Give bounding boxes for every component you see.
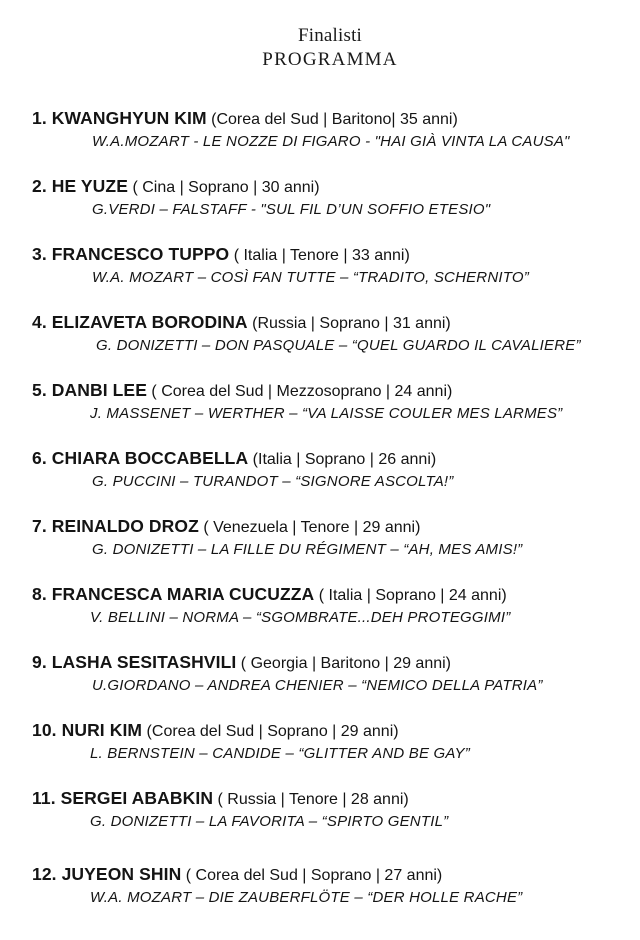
finalist-header	[32, 720, 399, 742]
finalist-piece: U.GIORDANO – ANDREA CHENIER – “NEMICO DELLA PATRIA”	[92, 677, 543, 694]
finalist-name: 8. FRANCESCA MARIA CUCUZZA	[32, 584, 315, 604]
finalist-details: ( Corea del Sud | Soprano | 27 anni)	[181, 867, 443, 884]
finalist-details: (Corea del Sud | Soprano | 29 anni)	[142, 723, 399, 740]
finalist-details: ( Italia | Soprano | 24 anni)	[314, 587, 507, 604]
finalist-piece: W.A.MOZART - LE NOZZE DI FIGARO - "HAI GIÀ VINTA LA CAUSA"	[92, 133, 570, 150]
finalist-header	[32, 312, 451, 334]
finalist-piece: W.A. MOZART – COSÌ FAN TUTTE – “TRADITO, SCHERNITO”	[92, 269, 529, 286]
finalist-details: (Italia | Soprano | 26 anni)	[248, 451, 437, 468]
finalist-piece: W.A. MOZART – DIE ZAUBERFLÖTE – “DER HOLLE RACHE”	[90, 889, 523, 906]
finalist-header	[32, 380, 452, 402]
finalist-piece: G. DONIZETTI – DON PASQUALE – “QUEL GUARDO IL CAVALIERE”	[96, 337, 581, 354]
finalist-name: 10. NURI KIM	[32, 720, 143, 740]
finalist-name: 6. CHIARA BOCCABELLA	[32, 448, 249, 468]
finalist-details: ( Venezuela | Tenore | 29 anni)	[198, 519, 421, 536]
finalist-name: 2. HE YUZE	[32, 176, 128, 196]
finalist-header	[32, 864, 442, 886]
finalist-name: 3. FRANCESCO TUPPO	[32, 244, 230, 264]
finalist-header	[32, 652, 451, 674]
finalist-details: ( Russia | Tenore | 28 anni)	[213, 791, 409, 808]
finalist-piece: V. BELLINI – NORMA – “SGOMBRATE...DEH PROTEGGIMI”	[90, 609, 511, 626]
finalist-details: ( Italia | Tenore | 33 anni)	[229, 247, 410, 264]
finalist-details: ( Cina | Soprano | 30 anni)	[128, 179, 320, 196]
finalist-header	[32, 448, 436, 470]
finalist-piece: G.VERDI – FALSTAFF - "SUL FIL D’UN SOFFIO ETESIO"	[92, 201, 491, 218]
finalist-name: 1. KWANGHYUN KIM	[32, 108, 207, 128]
finalist-piece: L. BERNSTEIN – CANDIDE – “GLITTER AND BE GAY”	[90, 745, 470, 762]
page-subtitle: PROGRAMMA	[262, 49, 398, 70]
finalist-piece: G. DONIZETTI – LA FAVORITA – “SPIRTO GENTIL”	[90, 813, 449, 830]
finalist-piece: G. PUCCINI – TURANDOT – “SIGNORE ASCOLTA!”	[92, 473, 454, 490]
finalist-name: 11. SERGEI ABABKIN	[32, 788, 214, 808]
finalist-piece: G. DONIZETTI – LA FILLE DU RÉGIMENT – “AH, MES AMIS!”	[92, 541, 523, 558]
finalist-piece: J. MASSENET – WERTHER – “VA LAISSE COULER MES LARMES”	[90, 405, 563, 422]
finalist-header	[32, 176, 320, 198]
finalist-header	[32, 584, 507, 606]
finalist-header	[32, 788, 409, 810]
finalist-header	[32, 244, 410, 266]
finalist-name: 4. ELIZAVETA BORODINA	[32, 312, 248, 332]
page-header	[0, 24, 640, 72]
finalist-name: 9. LASHA SESITASHVILI	[32, 652, 237, 672]
finalist-name: 7. REINALDO DROZ	[32, 516, 199, 536]
finalist-name: 5. DANBI LEE	[32, 380, 147, 400]
finalist-details: ( Georgia | Baritono | 29 anni)	[236, 655, 452, 672]
finalist-header	[32, 108, 458, 130]
finalist-header	[32, 516, 420, 538]
finalist-name: 12. JUYEON SHIN	[32, 864, 182, 884]
finalist-details: (Corea del Sud | Baritono| 35 anni)	[206, 111, 458, 128]
finalist-details: ( Corea del Sud | Mezzosoprano | 24 anni)	[146, 383, 453, 400]
finalist-details: (Russia | Soprano | 31 anni)	[247, 315, 451, 332]
page-title: Finalisti	[297, 25, 363, 46]
